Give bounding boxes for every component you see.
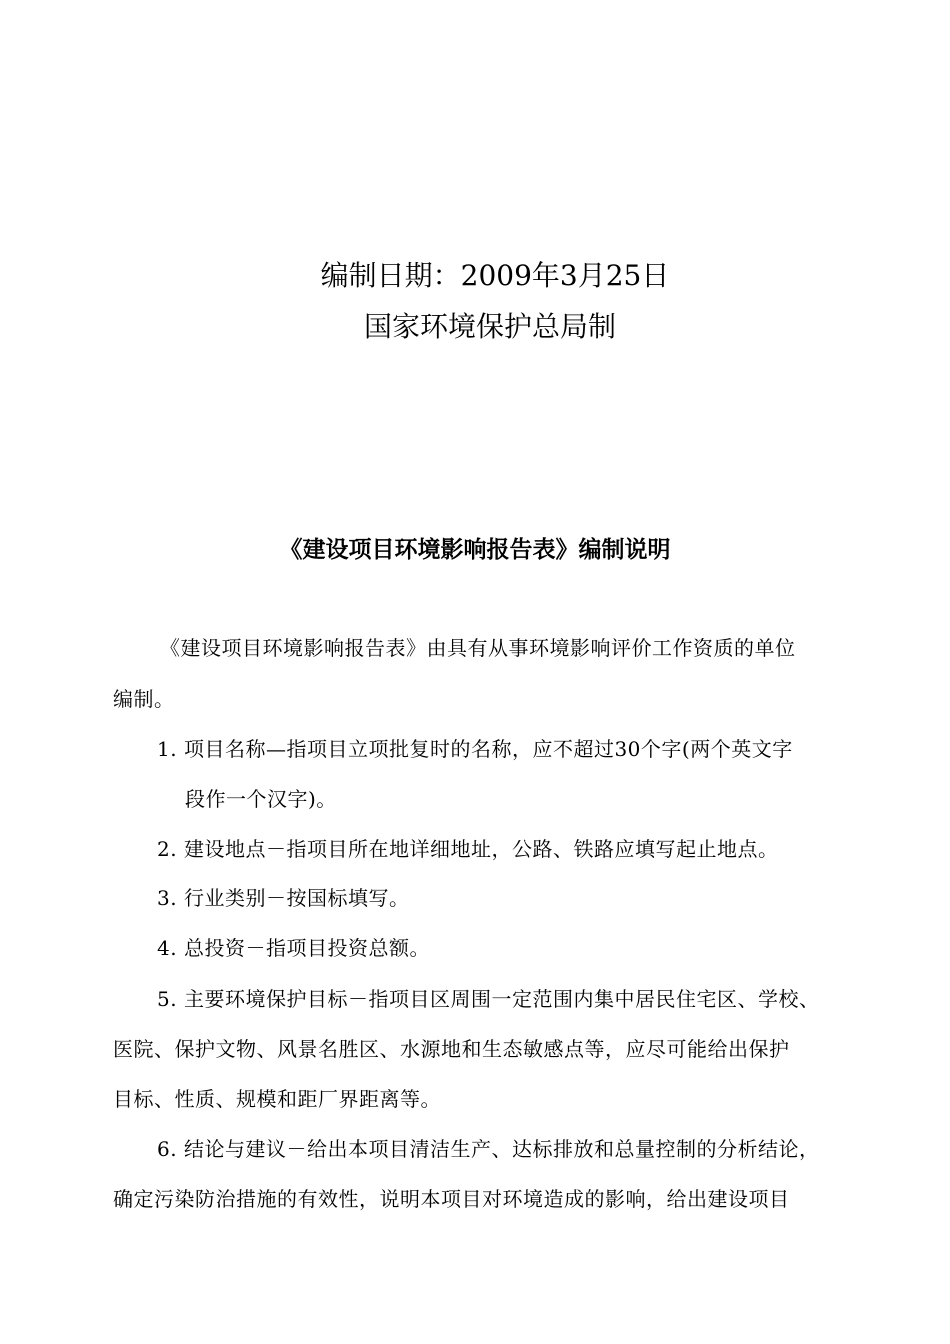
item-5-line-1: 5. 主要环境保护目标－指项目区周围一定范围内集中居民住宅区、学校、	[157, 987, 820, 1011]
item-5-line-2: 医院、保护文物、风景名胜区、水源地和生态敏感点等，应尽可能给出保护	[113, 1037, 790, 1061]
item-5-line-3: 目标、性质、规模和距厂界距离等。	[113, 1087, 441, 1111]
compile-date: 编制日期：2009年3月25日	[320, 259, 670, 292]
instructions-title: 《建设项目环境影响报告表》编制说明	[279, 536, 671, 563]
intro-line-2: 编制。	[113, 687, 175, 711]
item-3: 3. 行业类别－按国标填写。	[157, 886, 410, 910]
item-4: 4. 总投资－指项目投资总额。	[157, 936, 430, 960]
item-2: 2. 建设地点－指项目所在地详细地址，公路、铁路应填写起止地点。	[157, 837, 779, 861]
item-1-line-2: 段作一个汉字)。	[185, 787, 337, 811]
item-6-line-2: 确定污染防治措施的有效性，说明本项目对环境造成的影响，给出建设项目	[113, 1187, 790, 1211]
item-6-line-1: 6. 结论与建议－给出本项目清洁生产、达标排放和总量控制的分析结论，	[157, 1137, 820, 1161]
issuing-organization: 国家环境保护总局制	[363, 310, 616, 343]
item-1-line-1: 1. 项目名称—指项目立项批复时的名称，应不超过30个字(两个英文字	[157, 737, 793, 761]
intro-line-1: 《建设项目环境影响报告表》由具有从事环境影响评价工作资质的单位	[160, 636, 796, 660]
